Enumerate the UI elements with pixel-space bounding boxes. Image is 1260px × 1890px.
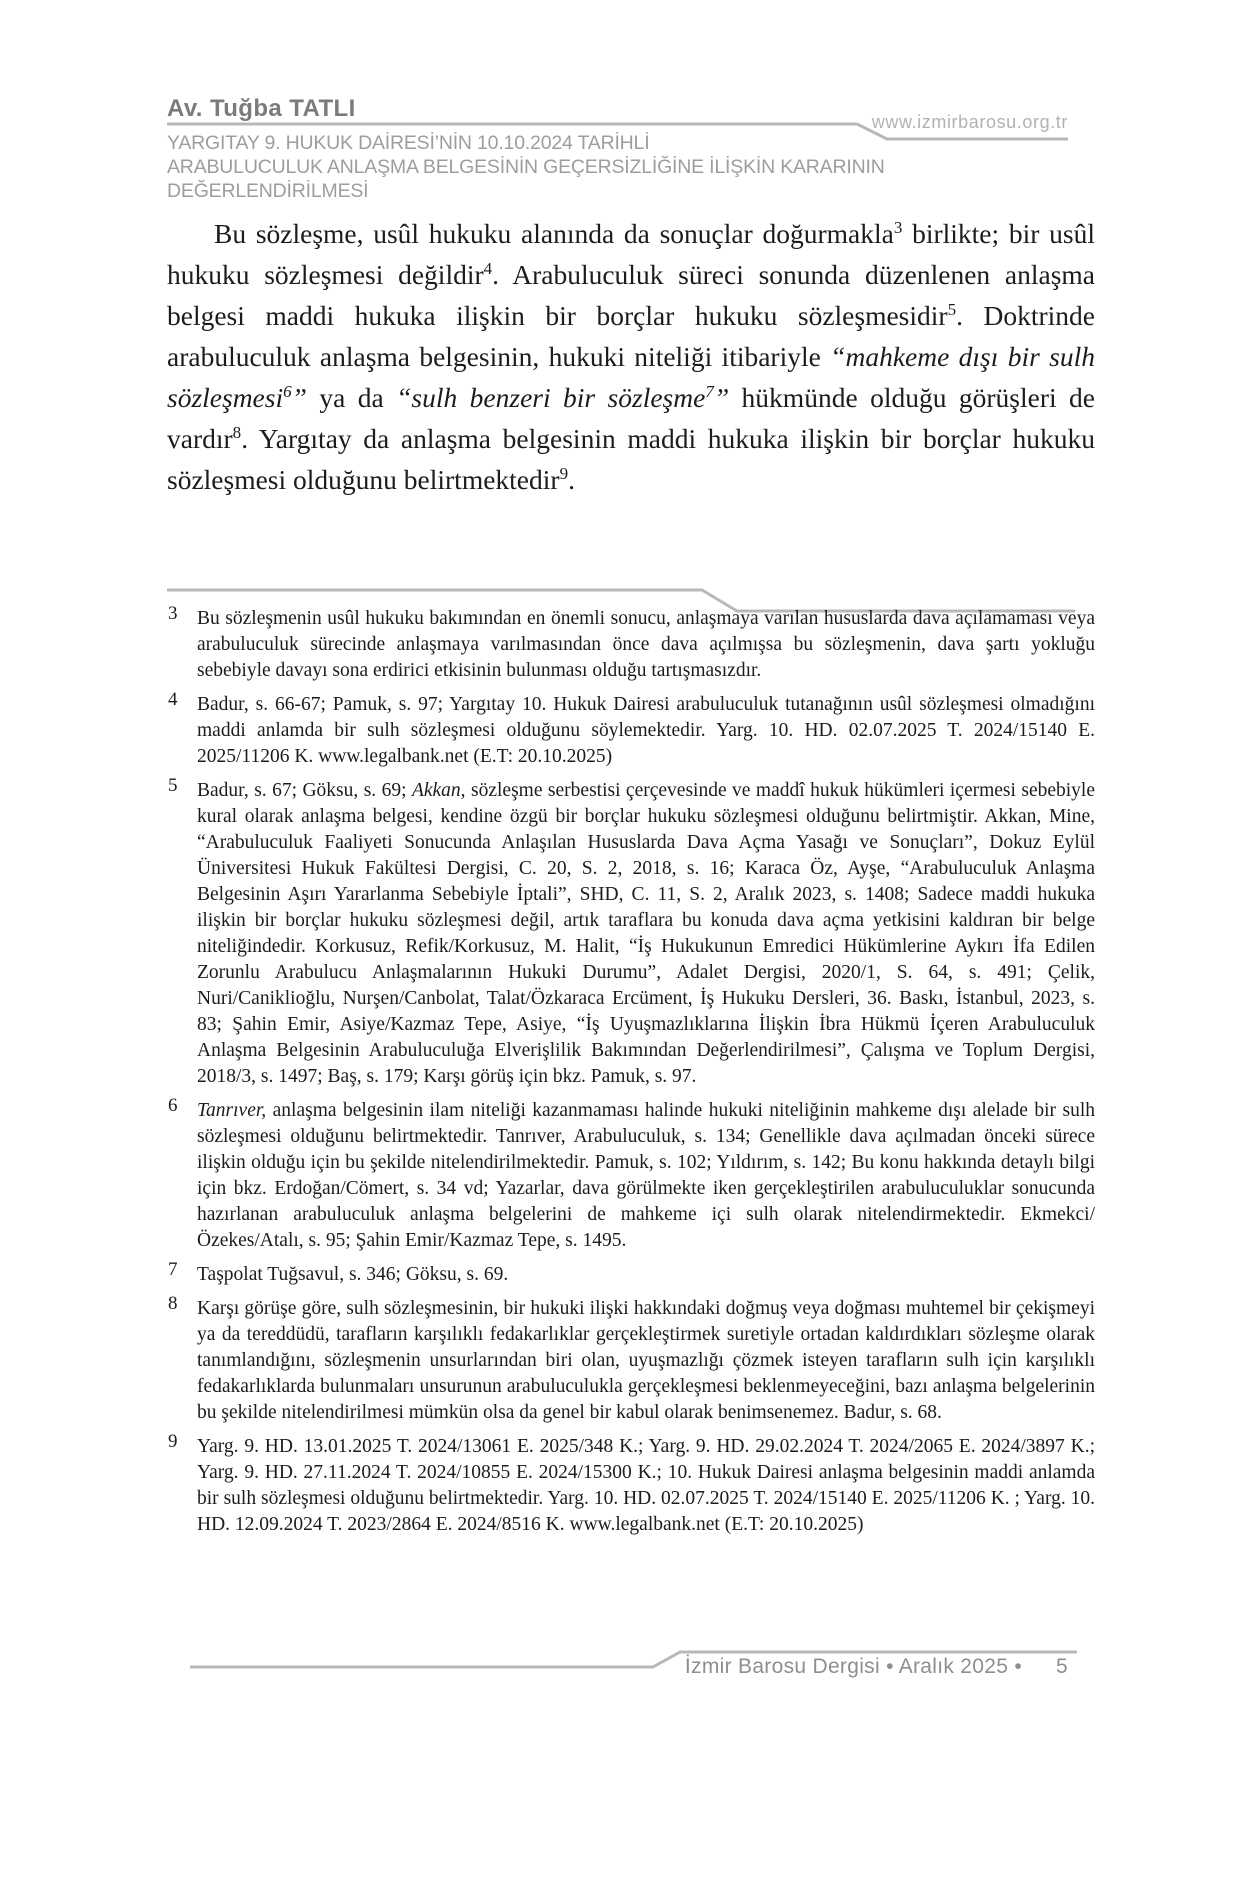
page-title-line-1: YARGITAY 9. HUKUK DAİRESİ’NİN 10.10.2024 TARİHLİ: [167, 132, 650, 154]
page-title-line-3: DEĞERLENDİRİLMESİ: [167, 180, 369, 202]
page-title-line-2: ARABULUCULUK ANLAŞMA BELGESİNİN GEÇERSİZLİĞİNE İLİŞKİN KARARININ: [167, 156, 885, 178]
footnote-text: Tanrıver, anlaşma belgesinin ilam niteliği kazanmaması halinde hukuki niteliğinin mahkeme dışı alelade bir sulh sözleşmesi olduğunu belirtmektedir. Tanrıver, Arabuluculuk, s. 134; Genellikle dava açılmadan önceki sürece ilişkin olduğu için bu şekilde nitelendirilmektedir. Pamuk, s. 102; Yıldırım, s. 142; Bu konu hakkında detaylı bilgi için bkz. Erdoğan/Cömert, s. 34 vd; Yazarlar, dava görülmekte iken gerçekleştirilen arabuluculuklar sonucunda hazırlanan arabuluculuk anlaşma belgelerini de mahkeme içi sulh olarak nitelendirmektedir. Ekmekci/Özekes/Atalı, s. 95; Şahin Emir/Kazmaz Tepe, s. 1495.: [197, 1100, 1095, 1251]
footnote-item: [167, 775, 1095, 1090]
footnote-number: 4: [168, 689, 178, 710]
footnote-item: [167, 1095, 1095, 1254]
website-url: www.izmirbarosu.org.tr: [871, 112, 1068, 132]
footnote-text: Badur, s. 67; Göksu, s. 69; Akkan, sözleşme serbestisi çerçevesinde ve maddî hukuk hükümleri içermesi sebebiyle kural olarak anlaşma belgesi, kendine özgü bir borçlar hukuku sözleşmesi olduğunu belirtmiştir. Akkan, Mine, “Arabuluculuk Faaliyeti Sonucunda Anlaşılan Hususlarda Dava Açma Yasağı ve Sonuçları”, Dokuz Eylül Üniversitesi Hukuk Fakültesi Dergisi, C. 20, S. 2, 2018, s. 16; Karaca Öz, Ayşe, “Arabuluculuk Anlaşma Belgesinin Aşırı Yararlanma Sebebiyle İptali”, SHD, C. 11, S. 2, Aralık 2023, s. 1408; Sadece maddi hukuka ilişkin bir borçlar hukuku sözleşmesi değil, artık taraflara bu konuda dava açma yetkisini kaldıran bir belge niteliğindedir. Korkusuz, Refik/Korkusuz, M. Halit, “İş Hukukunun Emredici Hükümlerine Aykırı İfa Edilen Zorunlu Arabulucu Anlaşmalarının Hukuki Durumu”, Adalet Dergisi, 2020/1, S. 64, s. 491; Çelik, Nuri/Caniklioğlu, Nurşen/Canbolat, Talat/Özkaraca Ercüment, İş Hukuku Dersleri, 36. Baskı, İstanbul, 2023, s. 83; Şahin Emir, Asiye/Kazmaz Tepe, Asiye, “İş Uyuşmazlıklarına İlişkin İbra Hükmü İçeren Arabuluculuk Anlaşma Belgesinin Arabuluculuğa Elverişlilik Bakımından Değerlendirilmesi”, Çalışma ve Toplum Dergisi, 2018/3, s. 1497; Baş, s. 179; Karşı görüş için bkz. Pamuk, s. 97.: [197, 780, 1095, 1087]
footnotes: [167, 603, 1095, 1546]
footnote-item: [167, 603, 1095, 684]
footnote-number: 3: [168, 603, 178, 624]
journal-info: İzmir Barosu Dergisi • Aralık 2025 •: [684, 1655, 1023, 1678]
footnote-number: 6: [168, 1095, 178, 1116]
article-body: [167, 213, 1095, 500]
author-name: Av. Tuğba TATLI: [167, 95, 356, 122]
footnote-item: [167, 689, 1095, 770]
footnote-item: [167, 1431, 1095, 1538]
footnote-number: 8: [168, 1293, 178, 1314]
footnote-text: Karşı görüşe göre, sulh sözleşmesinin, bir hukuki ilişki hakkındaki doğmuş veya doğması muhtemel bir çekişmeyi ya da tereddüdü, tarafların karşılıklı fedakarlıklar gerçekleştirmek suretiyle ortadan kaldırdıkları sözleşme olarak tanımlandığını, sözleşmenin unsurlarından biri olan, uyuşmazlığı çözmek isteyen tarafların sulh için karşılıklı fedakarlıklarda bulunmaları unsurunun arabuluculukla gerçekleşmesi beklenmeyeceğini, bazı anlaşma belgelerinin bu şekilde nitelendirilmesi mümkün olsa da genel bir kabul olarak benimsenemez. Badur, s. 68.: [197, 1298, 1095, 1423]
footnote-text: Badur, s. 66-67; Pamuk, s. 97; Yargıtay 10. Hukuk Dairesi arabuluculuk tutanağının usûl sözleşmesi olmadığını maddi anlamda bir sulh sözleşmesi olduğunu söylemektedir. Yarg. 10. HD. 02.07.2025 T. 2024/15140 E. 2025/11206 K. www.legalbank.net (E.T: 20.10.2025): [197, 694, 1095, 767]
body-paragraph: Bu sözleşme, usûl hukuku alanında da sonuçlar doğurmakla$^3$ birlikte; bir usûl hukuku sözleşmesi değildir$^4$. Arabuluculuk süreci sonunda düzenlenen anlaşma belgesi maddi hukuka ilişkin bir borçlar hukuku sözleşmesidir$^5$. Doktrinde arabuluculuk anlaşma belgesinin, hukuki niteliği itibariyle “mahkeme dışı bir sulh sözleşmesi$^6$” ya da “sulh benzeri bir sözleşme$^7$” hükmünde olduğu görüşleri de vardır$^8$. Yargıtay da anlaşma belgesinin maddi hukuka ilişkin bir borçlar hukuku sözleşmesi olduğunu belirtmektedir$^9$.: [167, 217, 1096, 495]
footnote-item: [167, 1259, 1095, 1288]
footnote-text: Yarg. 9. HD. 13.01.2025 T. 2024/13061 E. 2025/348 K.; Yarg. 9. HD. 29.02.2024 T. 2024/2065 E. 2024/3897 K.; Yarg. 9. HD. 27.11.2024 T. 2024/10855 E. 2024/15300 K.; 10. Hukuk Dairesi anlaşma belgesinin maddi anlamda bir sulh sözleşmesi olduğunu belirtmektedir. Yarg. 10. HD. 02.07.2025 T. 2024/15140 E. 2025/11206 K. ; Yarg. 10. HD. 12.09.2024 T. 2023/2864 E. 2024/8516 K. www.legalbank.net (E.T: 20.10.2025): [197, 1436, 1095, 1535]
footnote-number: 9: [168, 1431, 178, 1452]
footnote-number: 5: [168, 775, 178, 796]
footnote-text: Taşpolat Tuğsavul, s. 346; Göksu, s. 69.: [197, 1264, 509, 1285]
page-number: 5: [1056, 1655, 1068, 1678]
footer: [165, 1655, 1068, 1679]
footnote-number: 7: [168, 1259, 178, 1280]
footnote-text: Bu sözleşmenin usûl hukuku bakımından en önemli sonucu, anlaşmaya varılan hususlarda dava açılamaması veya arabuluculuk sürecinde anlaşmaya varılmasından önce dava açılmışsa bu sözleşmenin, dava şartı yokluğu sebebiyle davayı sona erdirici etkisinin bulunması olduğu tartışmasızdır.: [197, 608, 1095, 681]
footnote-item: [167, 1293, 1095, 1426]
page-title: [167, 131, 1095, 203]
